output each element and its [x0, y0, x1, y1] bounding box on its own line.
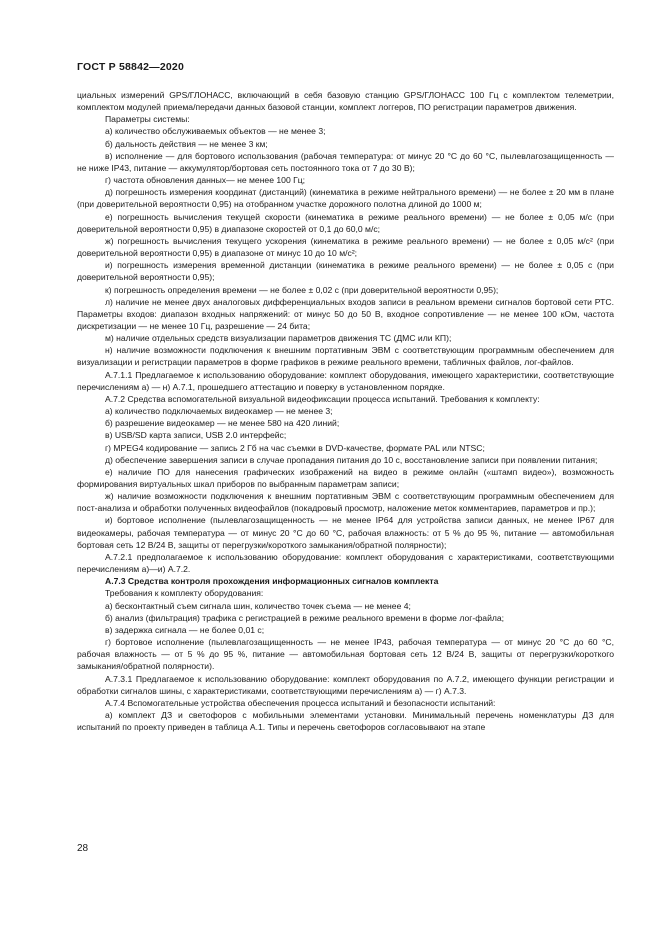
list-item: н) наличие возможности подключения к внешним портативным ЭВМ с соответствующим программным обеспечением для визуализации и регистрации параметров в форме графиков в режиме реального времени, табличных файлов, лог-файлов.	[77, 345, 614, 368]
list-item: а) количество подключаемых видеокамер — не менее 3;	[105, 406, 333, 417]
list-item: д) обеспечение завершения записи в случае пропадания питания до 10 с, восстановление записи при появлении питания;	[105, 454, 598, 465]
list-item: и) бортовое исполнение (пылевлагозащищенность — не менее IP64 для устройства записи данных, не менее IP67 для видеокамеры, рабочая температура — от минус 20 °С до 60 °С, рабочая влажность: от 5 % до 95 %, питание — автомобильная бортовая сеть 12 В/24 В, защиты от перегрузки/короткого замыкания/обратной полярности);	[77, 515, 614, 550]
document-header: ГОСТ Р 58842—2020	[77, 61, 185, 73]
document-body	[77, 89, 614, 733]
list-item: а) бесконтактный съем сигнала шин, количество точек съема — не менее 4;	[105, 600, 411, 611]
list-item: б) анализ (фильтрация) трафика с регистрацией в режиме реального времени в форме лог-файла;	[105, 612, 505, 623]
paragraph: А.7.2 Средства вспомогательной визуальной видеофиксации процесса испытаний. Требования к комплекту:	[105, 393, 540, 404]
list-item: г) бортовое исполнение (пылевлагозащищенность — не менее IP43, рабочая температура — от минус 20 °С до 60 °С, рабочая влажность — от 5 % до 95 %, питание — автомобильная бортовая сеть 12 В/24 В, защиты от перегрузки/короткого замыкания/обратной полярности).	[77, 637, 614, 672]
section-heading: А.7.3 Средства контроля прохождения информационных сигналов комплекта	[105, 576, 439, 587]
list-item: е) погрешность вычисления текущей скорости (кинематика в режиме реального времени) — не более ± 0,05 м/с (при доверительной вероятности 0,95) в диапазоне скоростей от 0,1 до 60,0 м/с;	[77, 211, 614, 234]
list-item: в) задержка сигнала — не более 0,01 с;	[105, 624, 265, 635]
paragraph: А.7.4 Вспомогательные устройства обеспечения процесса испытаний и безопасности испытаний:	[105, 697, 496, 708]
list-item: ж) наличие возможности подключения к внешним портативным ЭВМ с соответствующим программным обеспечением для пост-анализа и обработки полученных видеофайлов (покадровый просмотр, наложение меток комментариев, параметров и пр.);	[77, 491, 614, 514]
list-item: е) наличие ПО для нанесения графических изображений на видео в режиме онлайн («штамп видео»), возможность формирования виртуальных шкал приборов по выбранным параметрам записи;	[77, 466, 614, 489]
list-item: б) разрешение видеокамер — не менее 580 на 420 линий;	[105, 418, 340, 429]
list-item: г) MPEG4 кодирование — запись 2 Гб на час съемки в DVD-качестве, формате PAL или NTSC;	[105, 442, 485, 453]
page-number: 28	[77, 843, 89, 854]
list-item: а) комплект ДЗ и светофоров с мобильными элементами установки. Минимальный перечень номенклатуры ДЗ для испытаний по проекту приведен в таблица А.1. Типы и перечень светофоров согласовывают на этапе	[77, 709, 614, 733]
list-item: и) погрешность измерения временной дистанции (кинематика в режиме реального времени) — не более ± 0,05 с (при доверительной вероятности 0,95);	[77, 260, 614, 283]
paragraph: А.7.3.1 Предлагаемое к использованию оборудование: комплект оборудования по А.7.2, имеющего функции регистрации и обработки сигналов шины, с характеристиками, соответствующими перечислениям а) — г) А.7.3.	[77, 673, 614, 696]
list-item: в) USB/SD карта записи, USB 2.0 интерфейс;	[105, 430, 287, 441]
paragraph: А.7.1.1 Предлагаемое к использованию оборудование: комплект оборудования, имеющего характеристики, соответствующие перечислениям а) — н) А.7.1, прошедшего аттестацию и поверку в установленном порядке.	[77, 369, 614, 392]
list-item: г) частота обновления данных— не менее 100 Гц;	[105, 175, 306, 186]
paragraph: циальных измерений GPS/ГЛОНАСС, включающий в себя базовую станцию GPS/ГЛОНАСС 100 Гц с комплектом телеметрии, комплектом модулей приема/передачи данных базовой станции, комплект логгеров, ПО регистрации параметров движения.	[77, 90, 614, 113]
list-item: а) количество обслуживаемых объектов — не менее 3;	[105, 126, 326, 137]
list-item: в) исполнение — для бортового использования (рабочая температура: от минус 20 °С до 60 °С, пылевлагозащищенность — не ниже IP43, питание — аккумулятор/бортовая сеть постоянного тока от 7 до 30 В);	[77, 150, 614, 173]
paragraph: Требования к комплекту оборудования:	[105, 588, 264, 599]
list-item: л) наличие не менее двух аналоговых дифференциальных входов записи в реальном времени сигналов бортовой сети РТС. Параметры входов: диапазон входных напряжений: от минус 50 до 50 В, входное сопротивление — не менее 100 кОм, частота дискретизации — не менее 10 Гц, разрешение — 24 бита;	[77, 296, 614, 331]
paragraph: А.7.2.1 предполагаемое к использованию оборудование: комплект оборудования с характеристиками, соответствующими перечислениям а)—и) А.7.2.	[77, 551, 614, 575]
list-item: ж) погрешность вычисления текущего ускорения (кинематика в режиме реального времени) — не более ± 0,05 м/с² (при доверительной вероятности 0,95) в диапазоне от минус 10 до 10 м/с²;	[77, 235, 614, 259]
list-item: м) наличие отдельных средств визуализации параметров движения ТС (ДМС или КП);	[105, 333, 452, 344]
list-item: б) дальность действия — не менее 3 км;	[105, 138, 268, 149]
paragraph: Параметры системы:	[105, 114, 190, 125]
list-item: д) погрешность измерения координат (дистанций) (кинематика в режиме нейтрального времени) — не более ± 20 мм в плане (при доверительной вероятности 0,95) на отобранном участке дорожного полотна длиной до 1000 м;	[77, 187, 614, 210]
list-item: к) погрешность определения времени — не более ± 0,02 с (при доверительной вероятности 0,95);	[105, 284, 499, 295]
